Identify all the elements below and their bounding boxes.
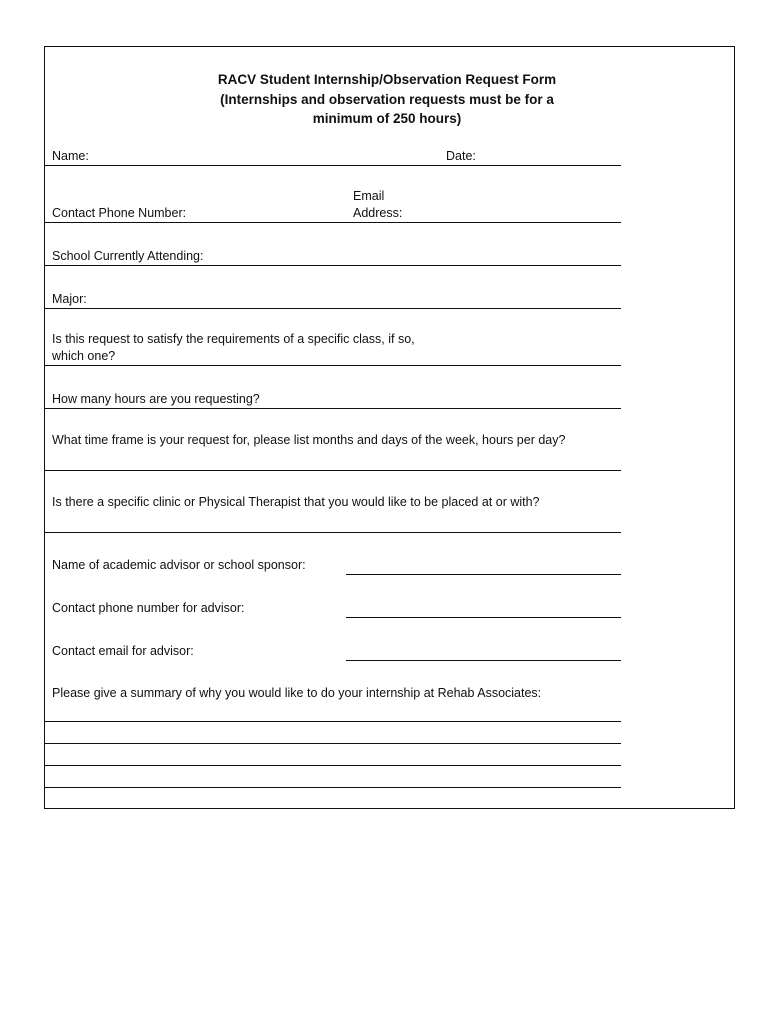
summary-line-1[interactable] [44,721,621,722]
advisor-email-label: Contact email for advisor: [52,644,194,658]
date-label: Date: [446,149,476,163]
form-title [157,70,617,129]
school-label: School Currently Attending: [52,249,204,263]
advisor-phone-label: Contact phone number for advisor: [52,601,245,615]
advisor-name-label: Name of academic advisor or school sponsor: [52,558,306,572]
class-requirement-line[interactable] [44,365,621,366]
summary-line-4[interactable] [44,787,621,788]
divider-tick [44,165,45,177]
email-label-line-1: Email [353,189,385,203]
timeframe-line[interactable] [44,470,621,471]
class-requirement-label-line-1: Is this request to satisfy the requirements of a specific class, if so, [52,332,415,346]
advisor-name-line[interactable] [346,574,621,575]
contact-phone-label: Contact Phone Number: [52,206,187,220]
summary-line-3[interactable] [44,765,621,766]
title-line-3: minimum of 250 hours) [312,111,462,126]
summary-label: Please give a summary of why you would like to do your internship at Rehab Associates: [52,686,542,700]
hours-line[interactable] [44,408,621,409]
name-date-line[interactable] [44,165,621,166]
name-label: Name: [52,149,89,163]
clinic-label: Is there a specific clinic or Physical Therapist that you would like to be placed at or with? [52,495,540,509]
major-line[interactable] [44,308,621,309]
contact-email-line[interactable] [44,222,621,223]
advisor-phone-line[interactable] [346,617,621,618]
title-line-1: RACV Student Internship/Observation Request Form [217,72,557,87]
school-line[interactable] [44,265,621,266]
major-label: Major: [52,292,87,306]
advisor-email-line[interactable] [346,660,621,661]
timeframe-label: What time frame is your request for, please list months and days of the week, hours per day? [52,433,566,447]
title-line-2: (Internships and observation requests must be for a [220,91,554,107]
class-requirement-label-line-2: which one? [52,349,116,363]
email-label-line-2: Address: [353,206,403,220]
hours-label: How many hours are you requesting? [52,392,260,406]
summary-line-2[interactable] [44,743,621,744]
clinic-line[interactable] [44,532,621,533]
